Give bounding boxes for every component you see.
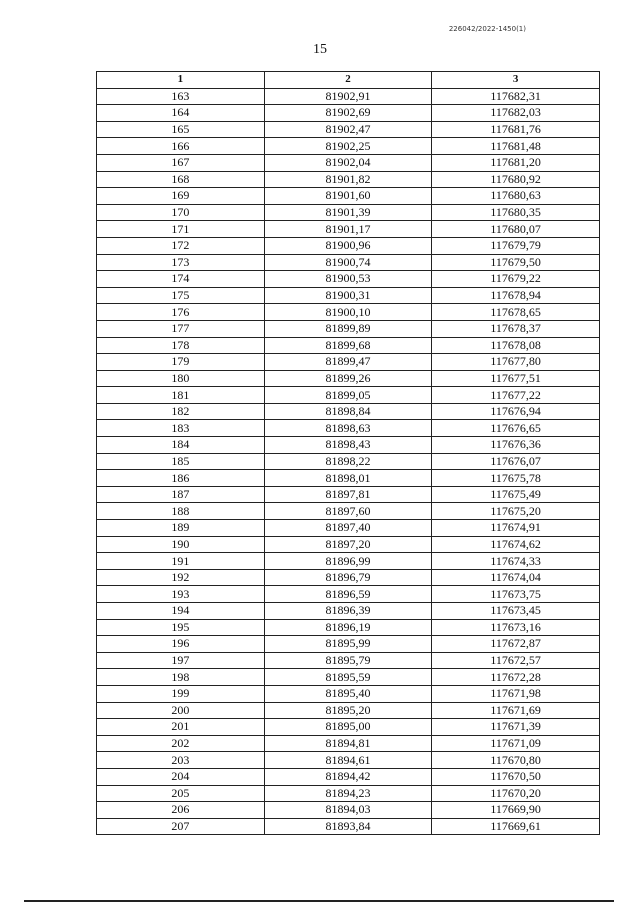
- column-header-2: 2: [264, 72, 432, 89]
- point-number-cell: 170: [97, 204, 265, 221]
- x-coordinate-cell: 81902,91: [264, 88, 432, 105]
- point-number-cell: 202: [97, 735, 265, 752]
- point-number-cell: 167: [97, 154, 265, 171]
- point-number-cell: 195: [97, 619, 265, 636]
- point-number-cell: 164: [97, 105, 265, 122]
- table-row: [97, 768, 600, 785]
- point-number-cell: 207: [97, 818, 265, 835]
- table-row: [97, 470, 600, 487]
- y-coordinate-cell: 117675,49: [432, 486, 600, 503]
- x-coordinate-cell: 81900,74: [264, 254, 432, 271]
- x-coordinate-cell: 81893,84: [264, 818, 432, 835]
- table-row: [97, 354, 600, 371]
- point-number-cell: 168: [97, 171, 265, 188]
- point-number-cell: 178: [97, 337, 265, 354]
- table-row: [97, 237, 600, 254]
- table-row: [97, 337, 600, 354]
- x-coordinate-cell: 81902,04: [264, 154, 432, 171]
- y-coordinate-cell: 117678,65: [432, 304, 600, 321]
- point-number-cell: 206: [97, 802, 265, 819]
- y-coordinate-cell: 117669,90: [432, 802, 600, 819]
- point-number-cell: 180: [97, 370, 265, 387]
- y-coordinate-cell: 117670,20: [432, 785, 600, 802]
- point-number-cell: 174: [97, 271, 265, 288]
- y-coordinate-cell: 117679,50: [432, 254, 600, 271]
- y-coordinate-cell: 117669,61: [432, 818, 600, 835]
- x-coordinate-cell: 81895,79: [264, 652, 432, 669]
- y-coordinate-cell: 117674,62: [432, 536, 600, 553]
- table-row: [97, 719, 600, 736]
- column-header-1: 1: [97, 72, 265, 89]
- page-number: 15: [313, 42, 327, 57]
- y-coordinate-cell: 117677,51: [432, 370, 600, 387]
- x-coordinate-cell: 81898,43: [264, 437, 432, 454]
- table-row: [97, 453, 600, 470]
- point-number-cell: 185: [97, 453, 265, 470]
- table-row: [97, 221, 600, 238]
- document-number: 226042/2022-1450(1): [448, 25, 526, 33]
- table-row: [97, 603, 600, 620]
- table-row: [97, 138, 600, 155]
- y-coordinate-cell: 117680,63: [432, 188, 600, 205]
- point-number-cell: 204: [97, 768, 265, 785]
- point-number-cell: 181: [97, 387, 265, 404]
- x-coordinate-cell: 81897,20: [264, 536, 432, 553]
- point-number-cell: 193: [97, 586, 265, 603]
- y-coordinate-cell: 117681,48: [432, 138, 600, 155]
- y-coordinate-cell: 117676,65: [432, 420, 600, 437]
- point-number-cell: 189: [97, 520, 265, 537]
- x-coordinate-cell: 81898,01: [264, 470, 432, 487]
- y-coordinate-cell: 117680,35: [432, 204, 600, 221]
- table-row: [97, 586, 600, 603]
- y-coordinate-cell: 117673,16: [432, 619, 600, 636]
- point-number-cell: 194: [97, 603, 265, 620]
- point-number-cell: 197: [97, 652, 265, 669]
- table-row: [97, 752, 600, 769]
- y-coordinate-cell: 117675,78: [432, 470, 600, 487]
- y-coordinate-cell: 117671,69: [432, 702, 600, 719]
- point-number-cell: 172: [97, 237, 265, 254]
- table-row: [97, 503, 600, 520]
- x-coordinate-cell: 81900,96: [264, 237, 432, 254]
- table-row: [97, 387, 600, 404]
- table-row: [97, 287, 600, 304]
- y-coordinate-cell: 117670,50: [432, 768, 600, 785]
- table-row: [97, 685, 600, 702]
- point-number-cell: 200: [97, 702, 265, 719]
- x-coordinate-cell: 81897,81: [264, 486, 432, 503]
- y-coordinate-cell: 117672,57: [432, 652, 600, 669]
- point-number-cell: 201: [97, 719, 265, 736]
- x-coordinate-cell: 81902,25: [264, 138, 432, 155]
- table-row: [97, 636, 600, 653]
- table-row: [97, 403, 600, 420]
- point-number-cell: 192: [97, 569, 265, 586]
- y-coordinate-cell: 117673,45: [432, 603, 600, 620]
- point-number-cell: 186: [97, 470, 265, 487]
- table-row: [97, 370, 600, 387]
- x-coordinate-cell: 81901,39: [264, 204, 432, 221]
- table-row: [97, 619, 600, 636]
- point-number-cell: 173: [97, 254, 265, 271]
- table-row: [97, 420, 600, 437]
- y-coordinate-cell: 117676,07: [432, 453, 600, 470]
- x-coordinate-cell: 81896,39: [264, 603, 432, 620]
- x-coordinate-cell: 81902,69: [264, 105, 432, 122]
- x-coordinate-cell: 81894,23: [264, 785, 432, 802]
- y-coordinate-cell: 117678,08: [432, 337, 600, 354]
- point-number-cell: 176: [97, 304, 265, 321]
- x-coordinate-cell: 81895,59: [264, 669, 432, 686]
- x-coordinate-cell: 81896,19: [264, 619, 432, 636]
- point-number-cell: 196: [97, 636, 265, 653]
- point-number-cell: 175: [97, 287, 265, 304]
- x-coordinate-cell: 81899,05: [264, 387, 432, 404]
- y-coordinate-cell: 117675,20: [432, 503, 600, 520]
- x-coordinate-cell: 81894,42: [264, 768, 432, 785]
- y-coordinate-cell: 117670,80: [432, 752, 600, 769]
- y-coordinate-cell: 117679,79: [432, 237, 600, 254]
- x-coordinate-cell: 81895,40: [264, 685, 432, 702]
- point-number-cell: 169: [97, 188, 265, 205]
- x-coordinate-cell: 81899,68: [264, 337, 432, 354]
- x-coordinate-cell: 81901,17: [264, 221, 432, 238]
- y-coordinate-cell: 117682,03: [432, 105, 600, 122]
- table-row: [97, 320, 600, 337]
- y-coordinate-cell: 117674,91: [432, 520, 600, 537]
- bottom-divider: [24, 900, 614, 902]
- y-coordinate-cell: 117674,33: [432, 553, 600, 570]
- x-coordinate-cell: 81897,40: [264, 520, 432, 537]
- x-coordinate-cell: 81900,31: [264, 287, 432, 304]
- x-coordinate-cell: 81895,20: [264, 702, 432, 719]
- y-coordinate-cell: 117678,94: [432, 287, 600, 304]
- x-coordinate-cell: 81901,60: [264, 188, 432, 205]
- x-coordinate-cell: 81894,03: [264, 802, 432, 819]
- x-coordinate-cell: 81898,22: [264, 453, 432, 470]
- x-coordinate-cell: 81896,59: [264, 586, 432, 603]
- point-number-cell: 182: [97, 403, 265, 420]
- x-coordinate-cell: 81898,84: [264, 403, 432, 420]
- y-coordinate-cell: 117676,36: [432, 437, 600, 454]
- point-number-cell: 199: [97, 685, 265, 702]
- y-coordinate-cell: 117672,87: [432, 636, 600, 653]
- table-row: [97, 188, 600, 205]
- point-number-cell: 205: [97, 785, 265, 802]
- y-coordinate-cell: 117672,28: [432, 669, 600, 686]
- y-coordinate-cell: 117678,37: [432, 320, 600, 337]
- y-coordinate-cell: 117671,09: [432, 735, 600, 752]
- table-row: [97, 735, 600, 752]
- y-coordinate-cell: 117680,07: [432, 221, 600, 238]
- x-coordinate-cell: 81894,61: [264, 752, 432, 769]
- table-row: [97, 486, 600, 503]
- x-coordinate-cell: 81901,82: [264, 171, 432, 188]
- point-number-cell: 188: [97, 503, 265, 520]
- table-row: [97, 88, 600, 105]
- point-number-cell: 166: [97, 138, 265, 155]
- x-coordinate-cell: 81895,00: [264, 719, 432, 736]
- point-number-cell: 187: [97, 486, 265, 503]
- table-row: [97, 785, 600, 802]
- table-row: [97, 802, 600, 819]
- x-coordinate-cell: 81900,10: [264, 304, 432, 321]
- x-coordinate-cell: 81894,81: [264, 735, 432, 752]
- table-row: [97, 171, 600, 188]
- table-row: [97, 818, 600, 835]
- table-row: [97, 569, 600, 586]
- y-coordinate-cell: 117674,04: [432, 569, 600, 586]
- table-header-row: [97, 72, 600, 89]
- table-row: [97, 105, 600, 122]
- table-row: [97, 520, 600, 537]
- point-number-cell: 198: [97, 669, 265, 686]
- table-row: [97, 437, 600, 454]
- y-coordinate-cell: 117671,39: [432, 719, 600, 736]
- point-number-cell: 191: [97, 553, 265, 570]
- x-coordinate-cell: 81898,63: [264, 420, 432, 437]
- point-number-cell: 179: [97, 354, 265, 371]
- table-row: [97, 553, 600, 570]
- x-coordinate-cell: 81896,79: [264, 569, 432, 586]
- x-coordinate-cell: 81899,89: [264, 320, 432, 337]
- x-coordinate-cell: 81896,99: [264, 553, 432, 570]
- table-row: [97, 304, 600, 321]
- table-row: [97, 702, 600, 719]
- y-coordinate-cell: 117679,22: [432, 271, 600, 288]
- y-coordinate-cell: 117676,94: [432, 403, 600, 420]
- y-coordinate-cell: 117682,31: [432, 88, 600, 105]
- y-coordinate-cell: 117671,98: [432, 685, 600, 702]
- x-coordinate-cell: 81899,47: [264, 354, 432, 371]
- y-coordinate-cell: 117681,20: [432, 154, 600, 171]
- table-row: [97, 254, 600, 271]
- x-coordinate-cell: 81902,47: [264, 121, 432, 138]
- x-coordinate-cell: 81895,99: [264, 636, 432, 653]
- table-row: [97, 669, 600, 686]
- point-number-cell: 190: [97, 536, 265, 553]
- y-coordinate-cell: 117681,76: [432, 121, 600, 138]
- table-row: [97, 271, 600, 288]
- point-number-cell: 177: [97, 320, 265, 337]
- coordinates-table: [96, 71, 600, 835]
- point-number-cell: 184: [97, 437, 265, 454]
- table-row: [97, 121, 600, 138]
- table-row: [97, 154, 600, 171]
- column-header-3: 3: [432, 72, 600, 89]
- y-coordinate-cell: 117677,22: [432, 387, 600, 404]
- point-number-cell: 171: [97, 221, 265, 238]
- table-row: [97, 536, 600, 553]
- table-row: [97, 652, 600, 669]
- y-coordinate-cell: 117680,92: [432, 171, 600, 188]
- x-coordinate-cell: 81897,60: [264, 503, 432, 520]
- table-row: [97, 204, 600, 221]
- point-number-cell: 203: [97, 752, 265, 769]
- point-number-cell: 183: [97, 420, 265, 437]
- x-coordinate-cell: 81899,26: [264, 370, 432, 387]
- point-number-cell: 165: [97, 121, 265, 138]
- y-coordinate-cell: 117677,80: [432, 354, 600, 371]
- point-number-cell: 163: [97, 88, 265, 105]
- x-coordinate-cell: 81900,53: [264, 271, 432, 288]
- y-coordinate-cell: 117673,75: [432, 586, 600, 603]
